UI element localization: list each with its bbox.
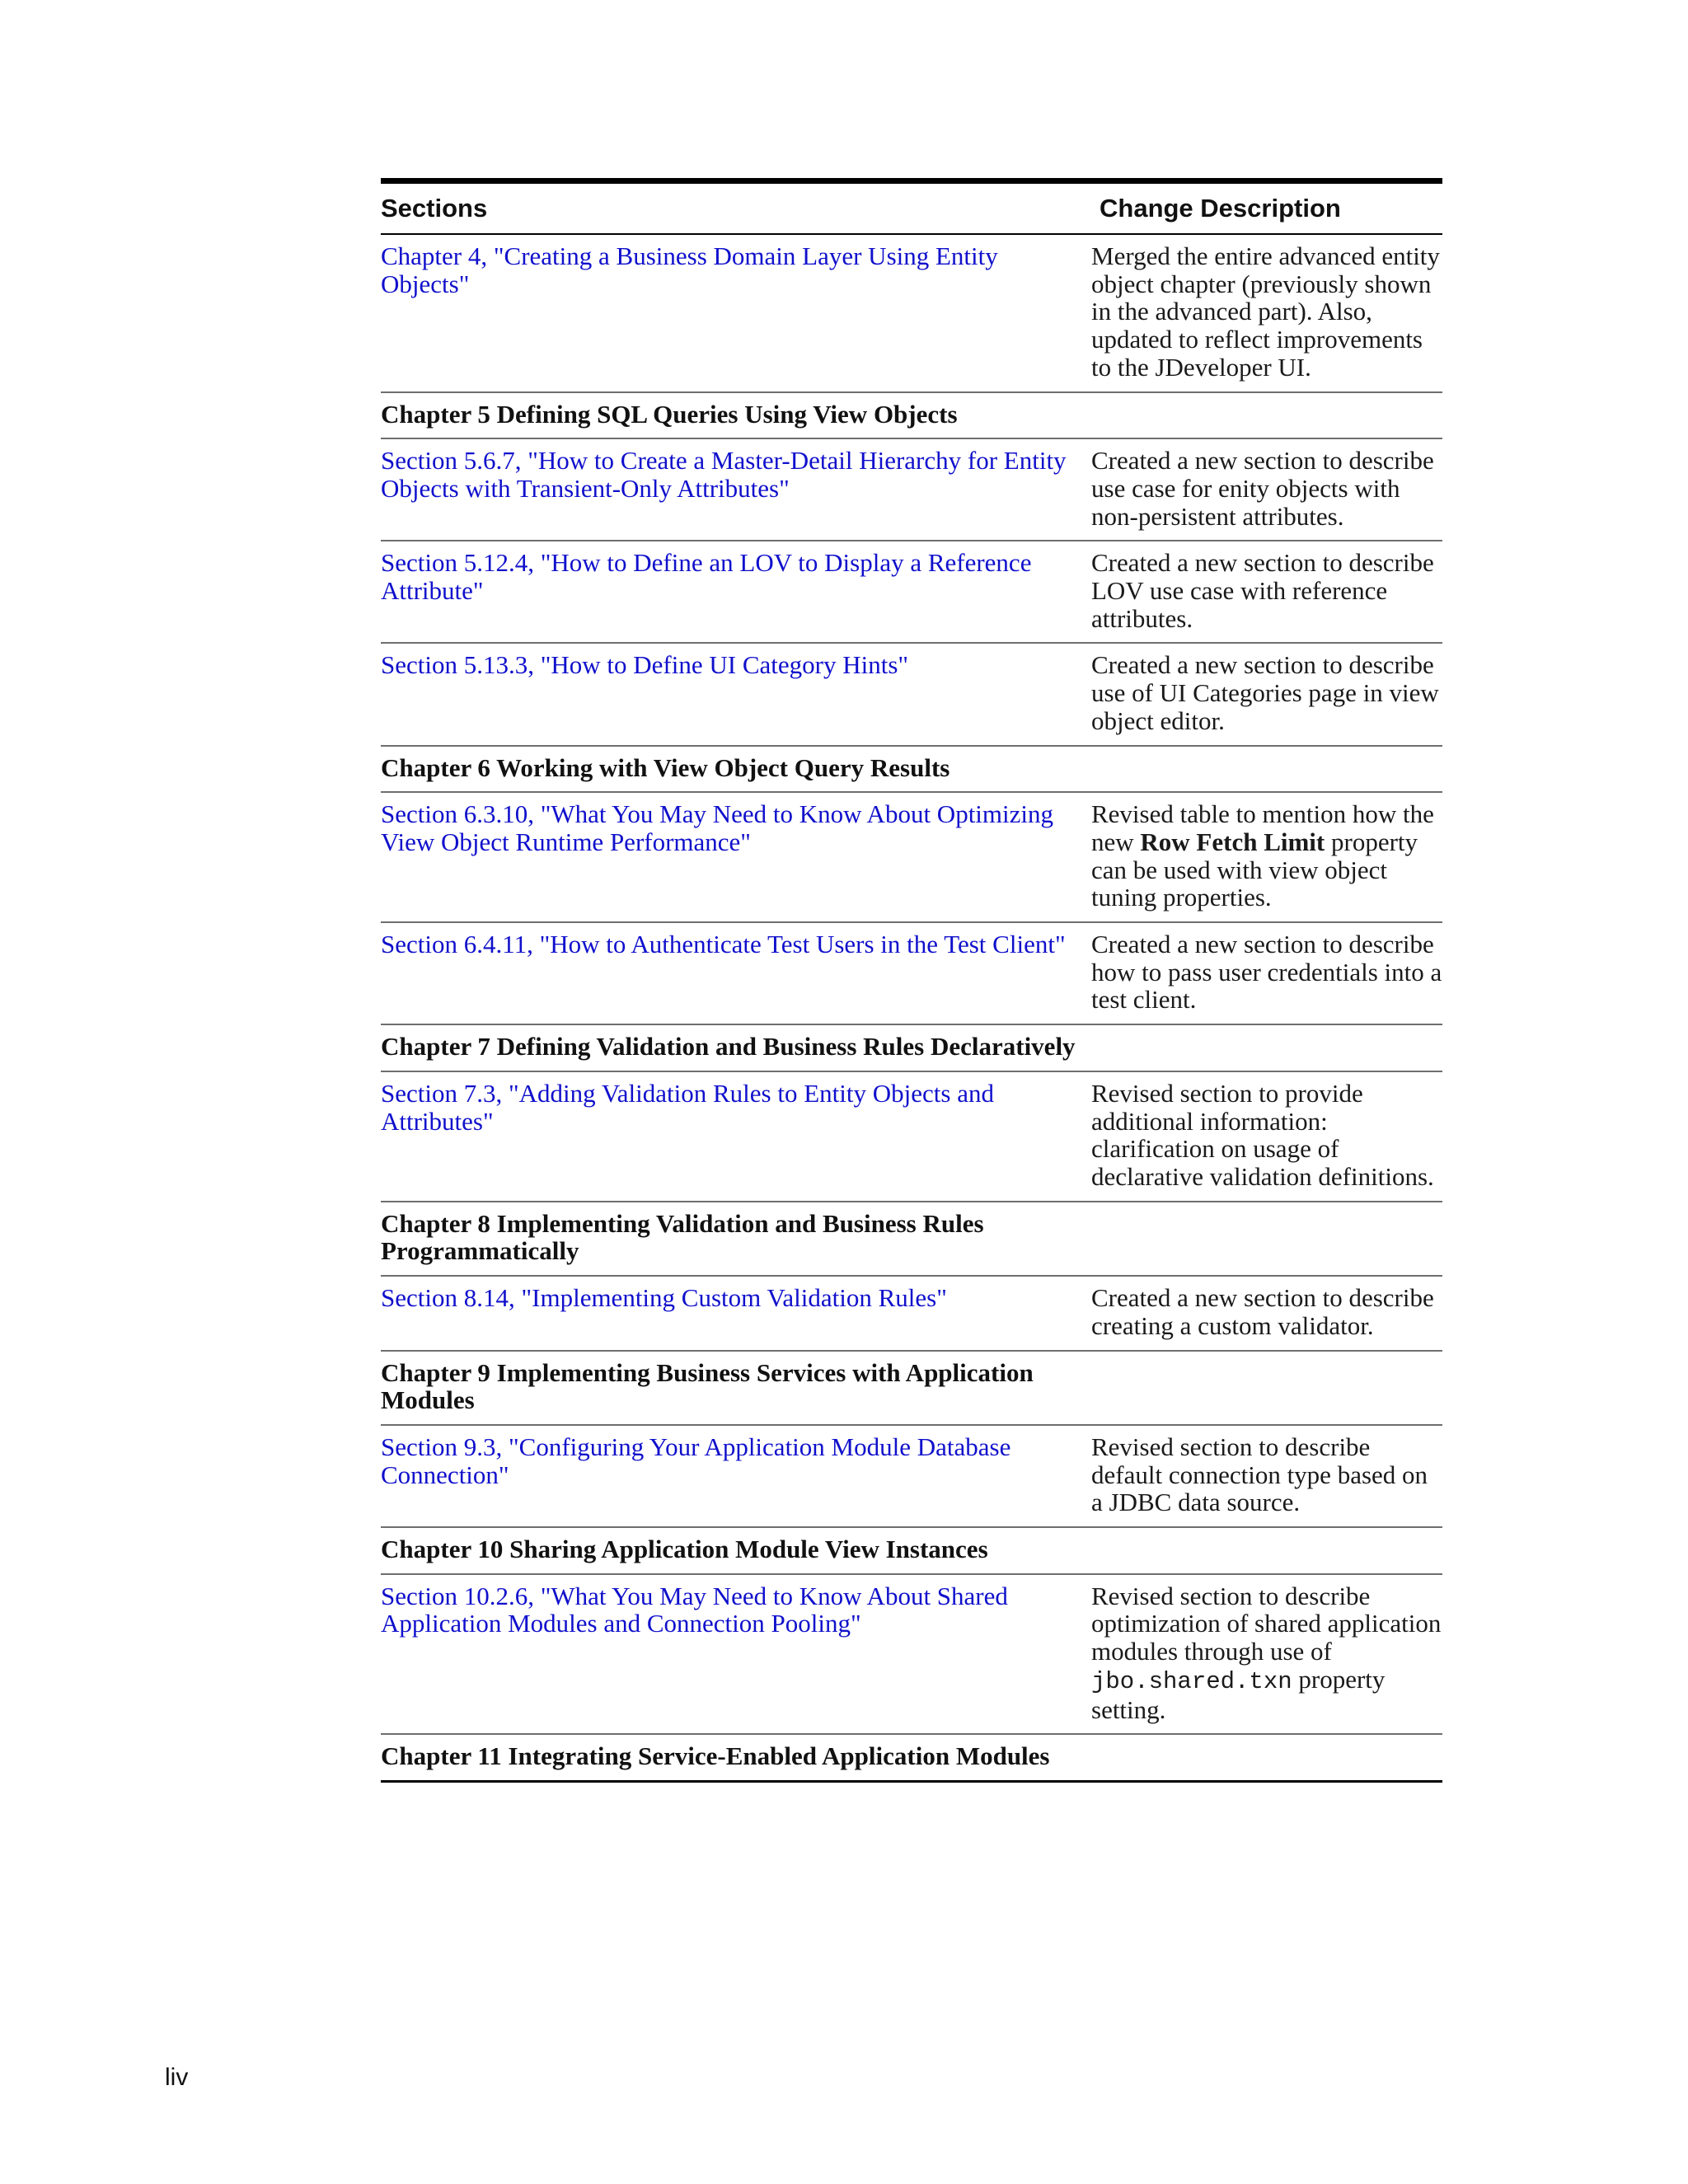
section-cell xyxy=(381,923,1091,1024)
chapter-heading-row xyxy=(381,1528,1442,1575)
section-link[interactable]: Section 7.3, "Adding Validation Rules to Entity Objects and Attributes" xyxy=(381,1078,994,1136)
change-description-cell xyxy=(1091,793,1442,921)
section-cell xyxy=(381,1528,1091,1573)
table-row xyxy=(381,1277,1442,1351)
chapter-heading-row xyxy=(381,1202,1442,1277)
table-body xyxy=(381,235,1442,1783)
change-description-text: Revised table to mention how the new xyxy=(1091,799,1434,856)
section-link[interactable]: Section 6.3.10, "What You May Need to Know About Optimizing View Object Runtime Performance" xyxy=(381,799,1054,856)
table-row xyxy=(381,644,1442,746)
section-cell xyxy=(381,1277,1091,1349)
section-cell xyxy=(381,1735,1091,1780)
change-description-text: Merged the entire advanced entity object chapter (previously shown in the advanced part). Also, updated to reflect improvements to the JDeveloper UI. xyxy=(1091,241,1440,382)
section-cell xyxy=(381,541,1091,642)
section-link[interactable]: Section 9.3, "Configuring Your Application Module Database Connection" xyxy=(381,1432,1011,1489)
sections-column-header: Sections xyxy=(381,194,488,223)
change-description-text: Created a new section to describe how to pass user credentials into a test client. xyxy=(1091,930,1442,1015)
change-description-text: Created a new section to describe LOV use case with reference attributes. xyxy=(1091,548,1434,633)
section-link[interactable]: Section 10.2.6, "What You May Need to Know About Shared Application Modules and Connection Pooling" xyxy=(381,1581,1008,1638)
change-description-text: Revised section to describe default connection type based on a JDBC data source. xyxy=(1091,1432,1428,1517)
section-cell xyxy=(381,1575,1091,1734)
page-number: liv xyxy=(165,2064,189,2091)
change-description-cell xyxy=(1091,747,1442,792)
section-link[interactable]: Section 8.14, "Implementing Custom Validation Rules" xyxy=(381,1283,947,1313)
section-link[interactable]: Section 5.12.4, "How to Define an LOV to Display a Reference Attribute" xyxy=(381,548,1032,606)
change-description-text: property can be used with view object tuning properties. xyxy=(1091,827,1418,912)
change-description-text: property setting. xyxy=(1091,1664,1386,1724)
change-description-cell xyxy=(1091,1025,1442,1071)
change-description-cell xyxy=(1091,1426,1442,1526)
chapter-heading: Chapter 11 Integrating Service-Enabled Application Modules xyxy=(381,1741,1050,1771)
change-description-cell xyxy=(1091,541,1442,642)
chapter-heading: Chapter 10 Sharing Application Module View Instances xyxy=(381,1535,988,1564)
section-cell xyxy=(381,793,1091,921)
chapter-heading-row xyxy=(381,1025,1442,1072)
change-description-cell xyxy=(1091,1072,1442,1201)
change-description-cell xyxy=(1091,393,1442,438)
change-description-text: Created a new section to describe creating a custom validator. xyxy=(1091,1283,1434,1340)
change-description-cell xyxy=(1091,1352,1442,1424)
chapter-heading-row xyxy=(381,1352,1442,1426)
change-description-cell xyxy=(1091,1528,1442,1573)
change-description-cell xyxy=(1091,1735,1442,1780)
table-row xyxy=(381,235,1442,393)
changes-table xyxy=(381,178,1442,1783)
change-description-text: Created a new section to describe use of UI Categories page in view object editor. xyxy=(1091,650,1439,735)
change-description-cell xyxy=(1091,1575,1442,1734)
change-description-text: Revised section to describe optimization of shared application modules through use of xyxy=(1091,1581,1442,1666)
code-literal: jbo.shared.txn xyxy=(1091,1667,1292,1695)
chapter-heading: Chapter 7 Defining Validation and Business Rules Declaratively xyxy=(381,1032,1076,1062)
section-cell xyxy=(381,1352,1091,1424)
section-link[interactable]: Section 6.4.11, "How to Authenticate Test Users in the Test Client" xyxy=(381,930,1066,959)
change-description-cell xyxy=(1091,235,1442,391)
table-row xyxy=(381,793,1442,923)
section-cell xyxy=(381,393,1091,438)
section-cell xyxy=(381,644,1091,744)
chapter-heading-row xyxy=(381,747,1442,794)
section-link[interactable]: Chapter 4, "Creating a Business Domain Layer Using Entity Objects" xyxy=(381,241,998,298)
table-row xyxy=(381,541,1442,644)
section-cell xyxy=(381,235,1091,391)
table-row xyxy=(381,1575,1442,1736)
chapter-heading: Chapter 5 Defining SQL Queries Using View Objects xyxy=(381,399,958,429)
change-description-cell xyxy=(1091,439,1442,540)
chapter-heading-row xyxy=(381,1735,1442,1783)
section-cell xyxy=(381,747,1091,792)
table-header xyxy=(381,184,1442,235)
change-description-text: Created a new section to describe use case for enity objects with non-persistent attributes. xyxy=(1091,446,1434,531)
change-description-cell xyxy=(1091,1277,1442,1349)
section-cell xyxy=(381,1025,1091,1071)
table-row xyxy=(381,1426,1442,1528)
chapter-heading: Chapter 9 Implementing Business Services with Application Modules xyxy=(381,1357,1034,1415)
chapter-heading: Chapter 8 Implementing Validation and Business Rules Programmatically xyxy=(381,1208,984,1266)
chapter-heading: Chapter 6 Working with View Object Query Results xyxy=(381,752,950,782)
change-description-text: Revised section to provide additional information: clarification on usage of declarative validation definitions. xyxy=(1091,1078,1434,1191)
chapter-heading-row xyxy=(381,393,1442,440)
change-description-cell xyxy=(1091,923,1442,1024)
table-row xyxy=(381,439,1442,541)
change-description-column-header: Change Description xyxy=(1100,194,1341,223)
property-name-bold: Row Fetch Limit xyxy=(1140,827,1325,856)
change-description-cell xyxy=(1091,1202,1442,1275)
section-cell xyxy=(381,1072,1091,1201)
section-cell xyxy=(381,1426,1091,1526)
table-row xyxy=(381,1072,1442,1202)
section-link[interactable]: Section 5.6.7, "How to Create a Master-Detail Hierarchy for Entity Objects with Transient-Only Attributes" xyxy=(381,446,1067,503)
section-cell xyxy=(381,1202,1091,1275)
section-cell xyxy=(381,439,1091,540)
change-description-cell xyxy=(1091,644,1442,744)
table-row xyxy=(381,923,1442,1025)
section-link[interactable]: Section 5.13.3, "How to Define UI Category Hints" xyxy=(381,650,909,680)
